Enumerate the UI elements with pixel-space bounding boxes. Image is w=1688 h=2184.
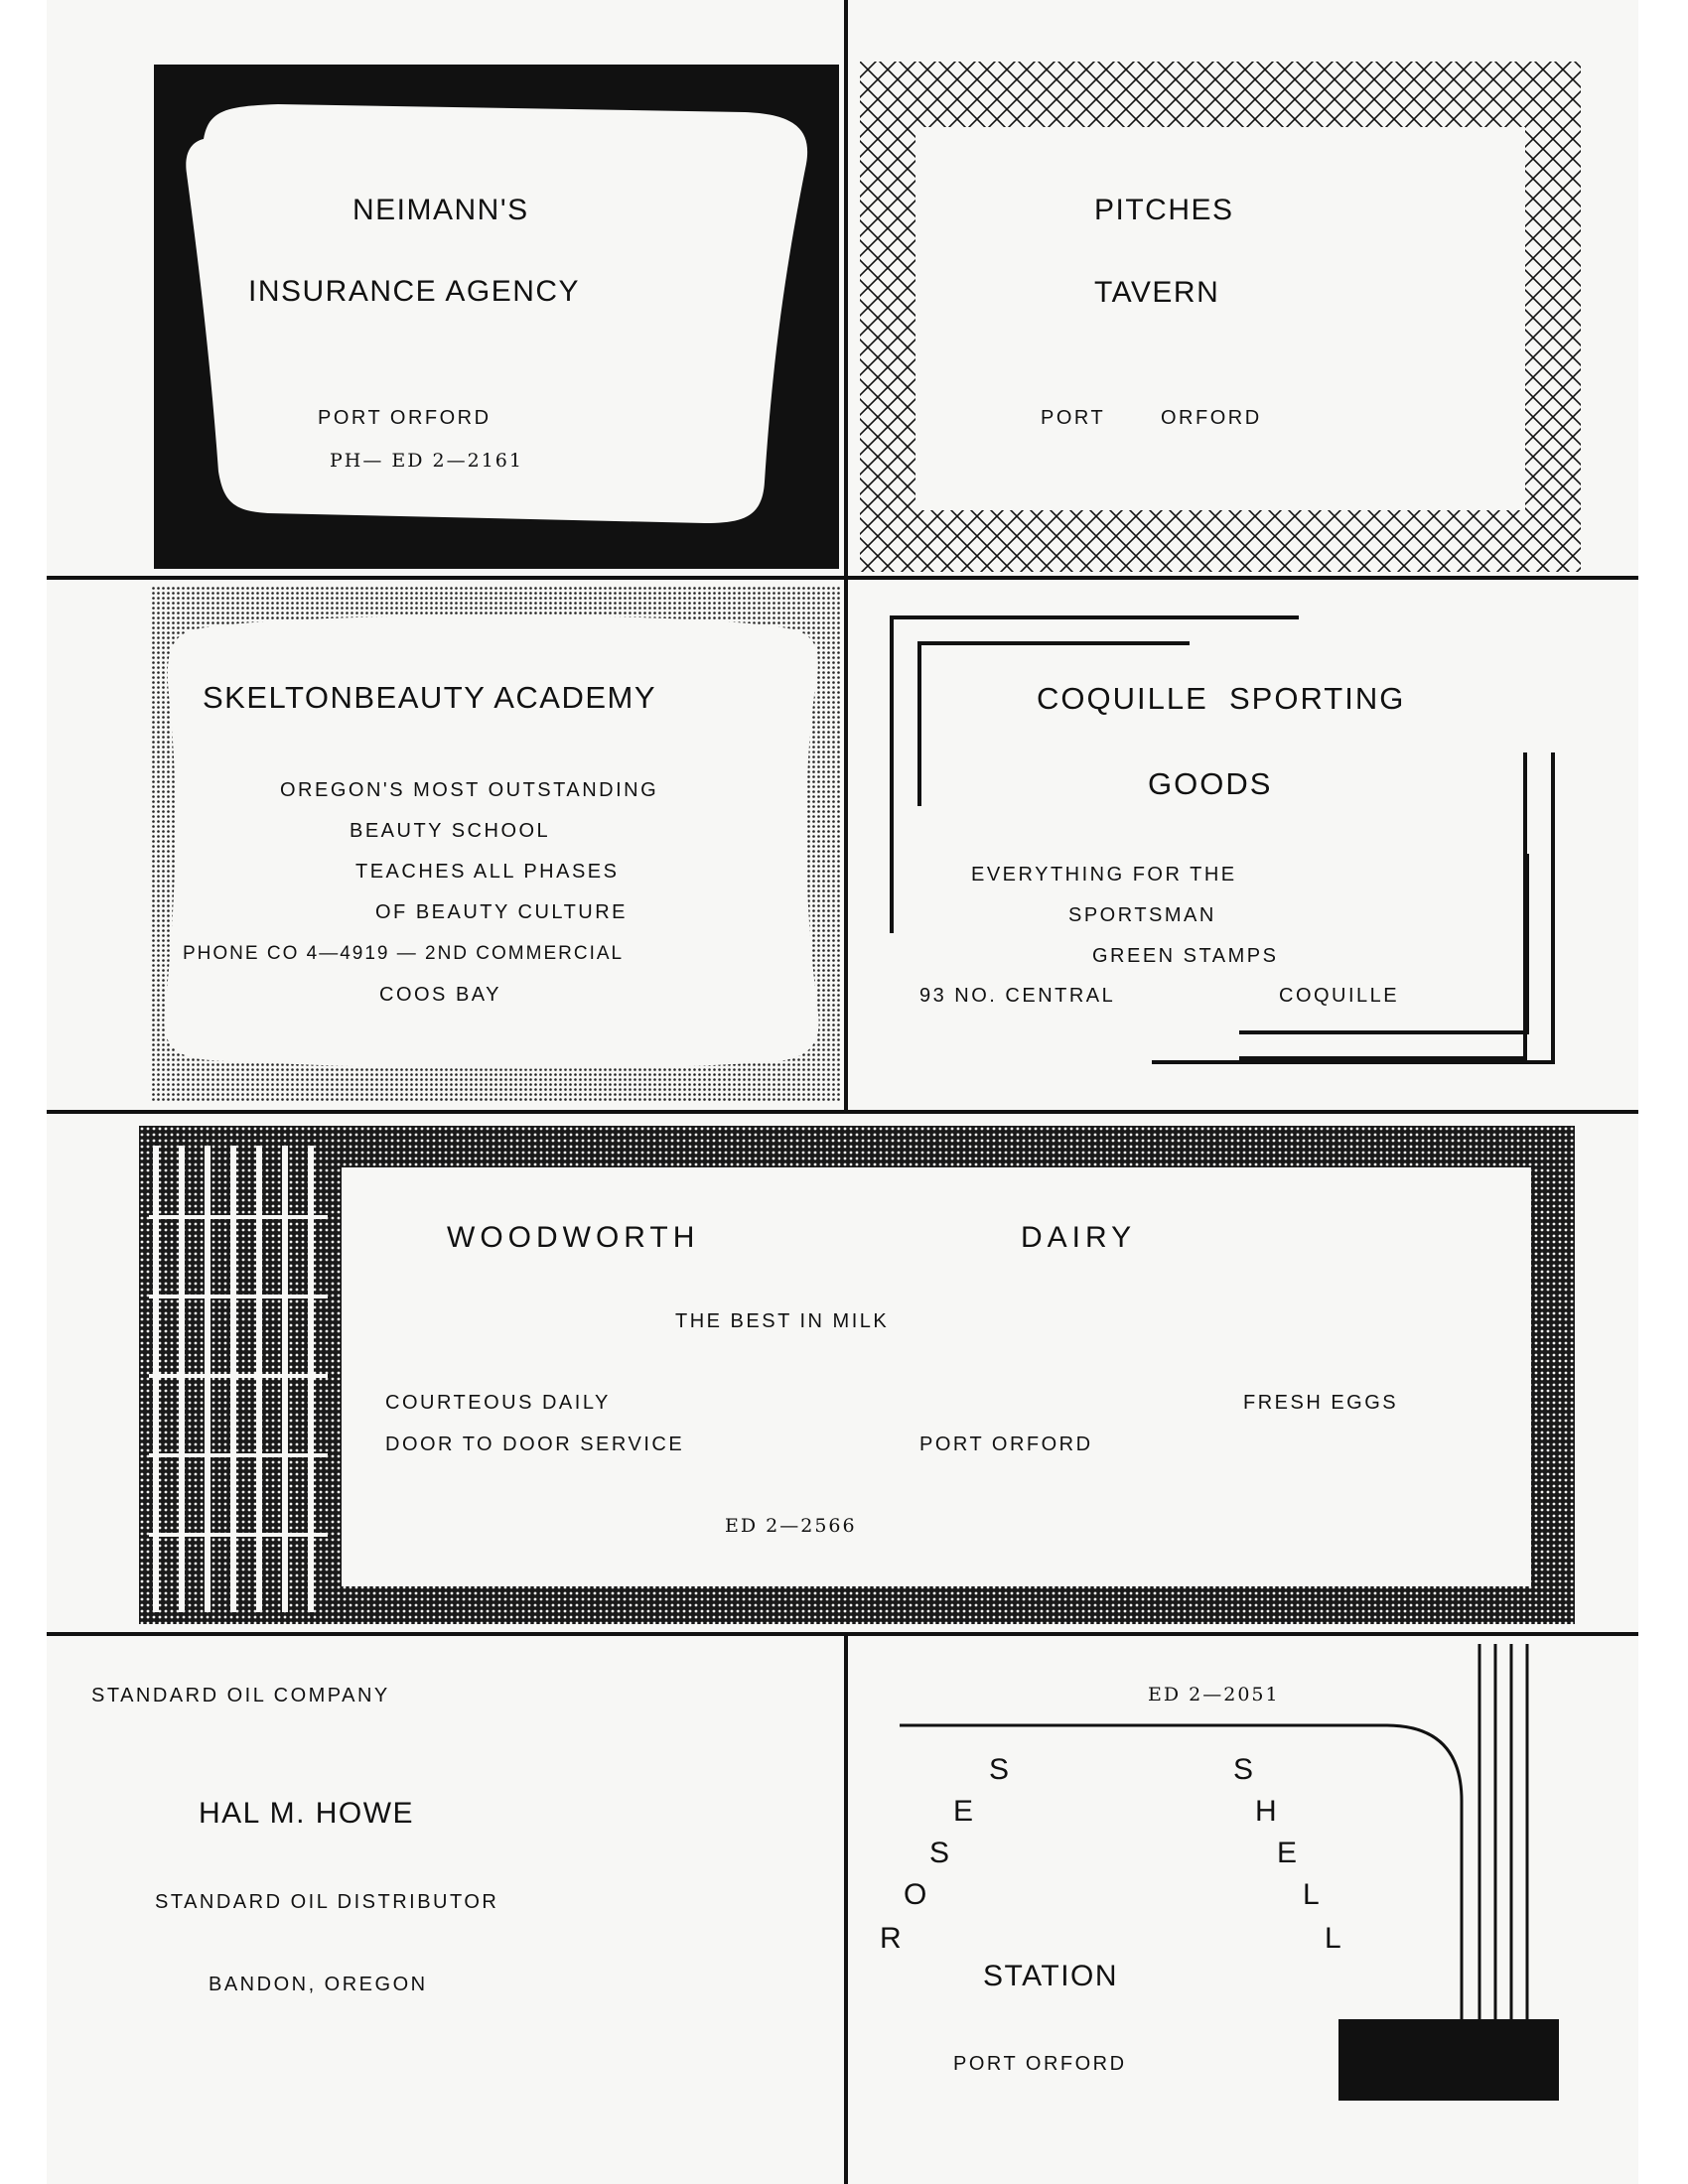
coquille-goods: GOODS xyxy=(1148,766,1273,801)
pitches-name: PITCHES xyxy=(1094,194,1234,226)
shell-letter-5: L xyxy=(1325,1922,1341,1955)
roses-letter-2: E xyxy=(953,1795,974,1828)
coquille-sportsman: SPORTSMAN xyxy=(1068,904,1216,926)
roses-letter-1: S xyxy=(989,1753,1010,1786)
skelton-slogan: OREGON'S MOST OUTSTANDING xyxy=(280,779,659,801)
woodworth-ad xyxy=(139,1126,1575,1624)
coquille-city: COQUILLE xyxy=(1279,985,1400,1007)
divider-row-2 xyxy=(47,1110,1638,1114)
roses-letter-4: O xyxy=(904,1878,927,1911)
divider-row-1 xyxy=(47,576,1638,580)
skelton-culture: OF BEAUTY CULTURE xyxy=(375,901,629,923)
skelton-town: COOS BAY xyxy=(379,984,501,1006)
woodworth-tagline: THE BEST IN MILK xyxy=(675,1310,890,1332)
skelton-title: SKELTONBEAUTY ACADEMY xyxy=(203,680,657,715)
neimann-name: NEIMANN'S xyxy=(352,194,529,226)
woodworth-service-2: DOOR TO DOOR SERVICE xyxy=(385,1433,685,1455)
woodworth-service-1: COURTEOUS DAILY xyxy=(385,1392,611,1414)
howe-company: STANDARD OIL COMPANY xyxy=(91,1685,390,1706)
roses-letter-3: S xyxy=(929,1837,950,1869)
neimann-ad xyxy=(149,65,839,571)
divider-col-top xyxy=(844,0,848,1112)
skelton-ad xyxy=(151,586,840,1102)
skelton-phone: PHONE CO 4—4919 — 2ND COMMERCIAL xyxy=(183,943,625,964)
shell-phone: ED 2—2051 xyxy=(1148,1684,1280,1706)
howe-ad xyxy=(60,1643,834,2179)
shell-letter-2: H xyxy=(1255,1795,1277,1828)
pitches-orford: ORFORD xyxy=(1161,407,1262,429)
coquille-corner-lines-inner xyxy=(854,586,1579,1102)
divider-col-bottom xyxy=(844,1632,848,2184)
neimann-agency: INSURANCE AGENCY xyxy=(248,275,581,308)
shell-letter-1: S xyxy=(1233,1753,1254,1786)
howe-town: BANDON, OREGON xyxy=(209,1974,428,1995)
pitches-lattice-border xyxy=(858,60,1583,576)
shell-letter-3: E xyxy=(1277,1837,1298,1869)
woodworth-phone: ED 2—2566 xyxy=(725,1515,857,1537)
skelton-school: BEAUTY SCHOOL xyxy=(350,820,551,842)
howe-name: HAL M. HOWE xyxy=(199,1797,415,1830)
woodworth-eggs: FRESH EGGS xyxy=(1243,1392,1399,1414)
neimann-frame xyxy=(149,65,839,571)
shell-ad xyxy=(854,1636,1638,2184)
coquille-name: COQUILLE SPORTING xyxy=(1037,681,1406,716)
pitches-port: PORT xyxy=(1041,407,1106,429)
woodworth-halftone-frame xyxy=(139,1126,1575,1624)
coquille-slogan: EVERYTHING FOR THE xyxy=(971,864,1237,886)
coquille-stamps: GREEN STAMPS xyxy=(1092,945,1279,967)
neimann-phone: PH— ED 2—2161 xyxy=(330,450,523,472)
pitches-tavern: TAVERN xyxy=(1094,276,1220,309)
skelton-phases: TEACHES ALL PHASES xyxy=(355,861,620,883)
skelton-stipple-frame xyxy=(151,586,840,1102)
woodworth-town: PORT ORFORD xyxy=(919,1433,1093,1455)
shell-town: PORT ORFORD xyxy=(953,2053,1127,2075)
woodworth-dairy: DAIRY xyxy=(1021,1221,1137,1254)
coquille-address: 93 NO. CENTRAL xyxy=(919,985,1116,1007)
shell-station: STATION xyxy=(983,1960,1119,1992)
woodworth-name: WOODWORTH xyxy=(447,1221,700,1254)
pitches-ad xyxy=(858,60,1583,576)
howe-role: STANDARD OIL DISTRIBUTOR xyxy=(155,1891,499,1913)
roses-letter-5: R xyxy=(880,1922,902,1955)
coquille-ad xyxy=(854,586,1579,1102)
shell-letter-4: L xyxy=(1303,1878,1320,1911)
shell-pipeline-graphic xyxy=(854,1636,1638,2184)
neimann-town: PORT ORFORD xyxy=(318,407,492,429)
